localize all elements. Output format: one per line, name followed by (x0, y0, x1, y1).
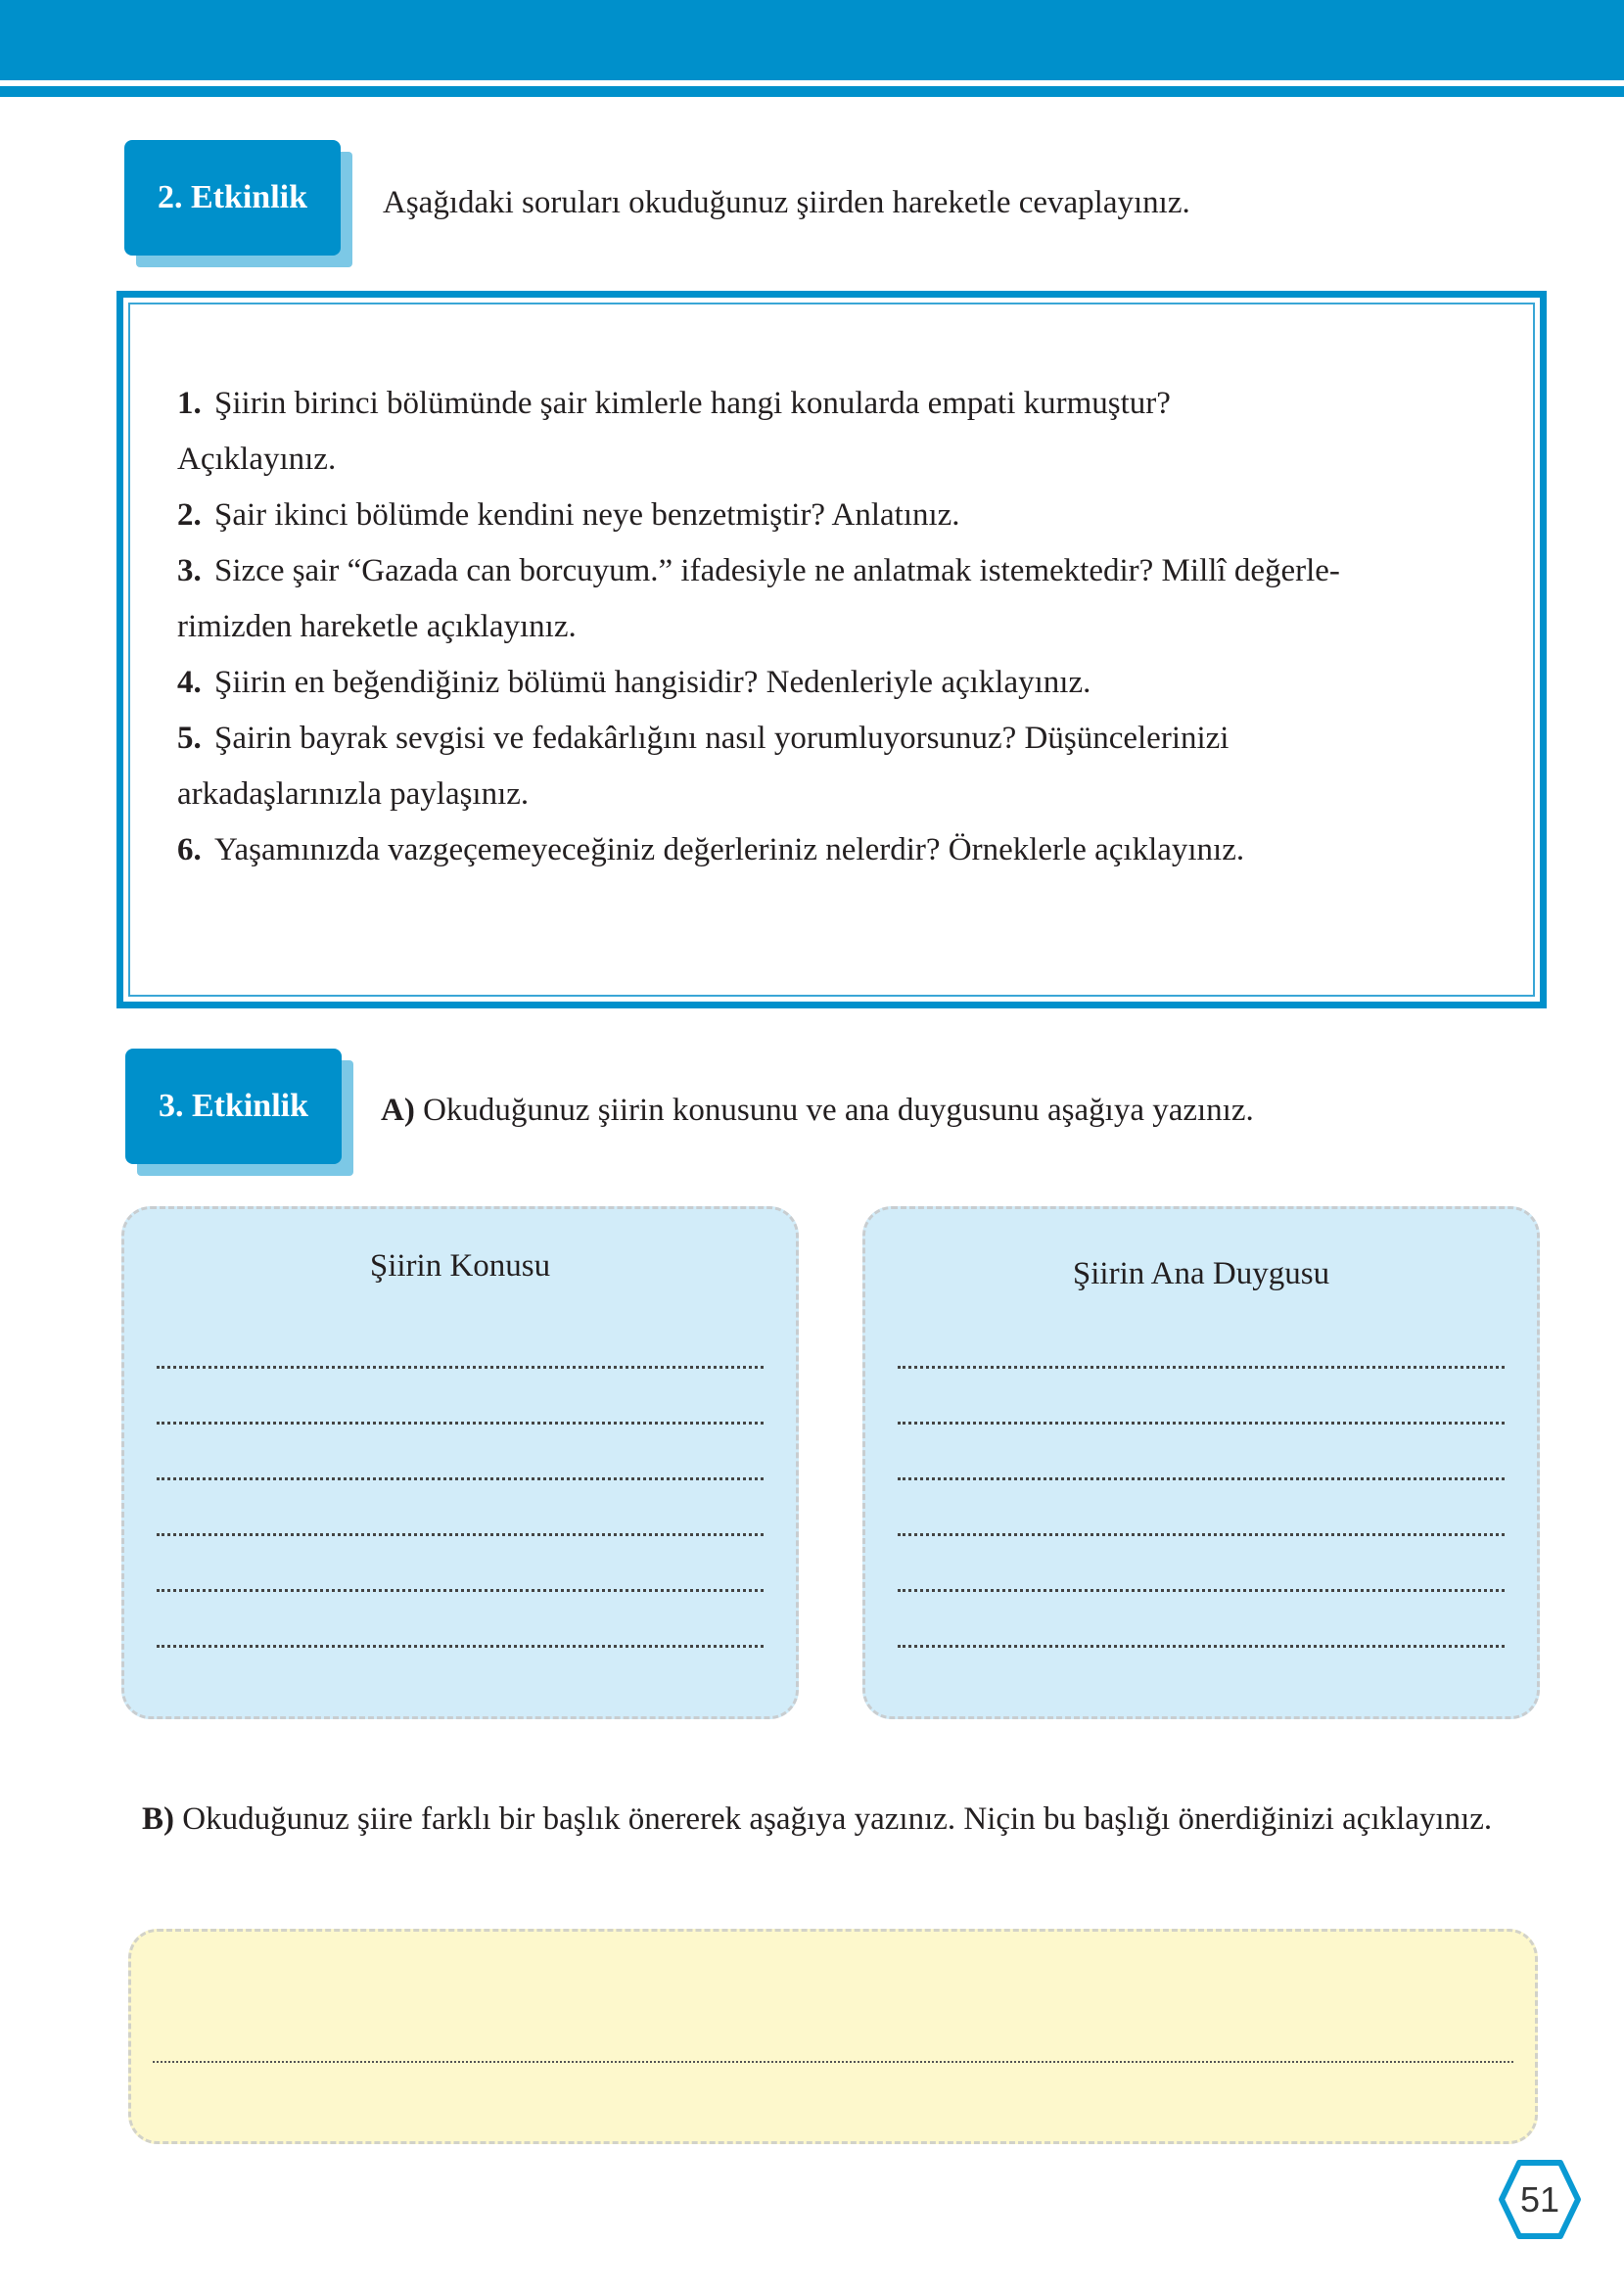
answer-line[interactable] (153, 2061, 1513, 2063)
answer-line[interactable] (157, 1366, 764, 1369)
question-number: 3. (177, 553, 202, 588)
question-item (177, 711, 1508, 767)
main-emotion-card[interactable] (862, 1206, 1540, 1719)
activity-3b-instruction (142, 1798, 1532, 1841)
question-text: Açıklayınız. (177, 442, 337, 477)
activity-3-badge-label: 3. Etkinlik (125, 1049, 342, 1164)
answer-line[interactable] (157, 1422, 764, 1425)
question-item (177, 376, 1508, 432)
question-continuation (177, 767, 1508, 822)
activity-3a-instruction (381, 1093, 1254, 1129)
answer-line[interactable] (157, 1533, 764, 1536)
question-item (177, 488, 1508, 543)
part-a-text: Okuduğunuz şiirin konusunu ve ana duygusunu aşağıya yazınız. (423, 1093, 1254, 1128)
answer-line[interactable] (898, 1366, 1505, 1369)
question-number: 5. (177, 721, 202, 756)
part-b-text: Okuduğunuz şiire farklı bir başlık önererek aşağıya yazınız. Niçin bu başlığı önerdiğinizi açıklayınız. (182, 1801, 1493, 1837)
question-continuation (177, 599, 1508, 655)
activity-2-badge (124, 140, 341, 256)
question-text: Şairin bayrak sevgisi ve fedakârlığını nasıl yorumluyorsunuz? Düşüncelerinizi (214, 721, 1230, 756)
question-item (177, 655, 1508, 711)
question-item (177, 822, 1508, 878)
answer-line[interactable] (898, 1589, 1505, 1592)
question-number: 2. (177, 497, 202, 533)
question-number: 6. (177, 832, 202, 867)
part-a-label: A) (381, 1093, 415, 1128)
question-text: Şiirin en beğendiğiniz bölümü hangisidir? Nedenleriyle açıklayınız. (214, 665, 1091, 700)
topic-card-title: Şiirin Konusu (369, 1248, 551, 1284)
answer-line[interactable] (157, 1645, 764, 1648)
question-text: rimizden hareketle açıklayınız. (177, 609, 577, 644)
question-text: Şair ikinci bölümde kendini neye benzetmiştir? Anlatınız. (214, 497, 960, 533)
activity-2-instruction: Aşağıdaki soruları okuduğunuz şiirden hareketle cevaplayınız. (383, 185, 1190, 220)
question-continuation (177, 432, 1508, 488)
question-text: Şiirin birinci bölümünde şair kimlerle hangi konularda empati kurmuştur? (214, 386, 1171, 421)
answer-line[interactable] (898, 1477, 1505, 1480)
question-text: Yaşamınızda vazgeçemeyeceğiniz değerleriniz nelerdir? Örneklerle açıklayınız. (214, 832, 1245, 867)
header-bar (0, 0, 1624, 80)
question-text: arkadaşlarınızla paylaşınız. (177, 776, 530, 812)
topic-card[interactable] (121, 1206, 799, 1719)
question-number: 4. (177, 665, 202, 700)
activity-3-badge (125, 1049, 342, 1164)
answer-line[interactable] (157, 1589, 764, 1592)
part-b-label: B) (142, 1801, 174, 1837)
main-emotion-card-title: Şiirin Ana Duygusu (1072, 1256, 1330, 1291)
question-number: 1. (177, 386, 202, 421)
answer-line[interactable] (898, 1645, 1505, 1648)
answer-line[interactable] (898, 1422, 1505, 1425)
question-item (177, 543, 1508, 599)
question-text: Sizce şair “Gazada can borcuyum.” ifadesiyle ne anlatmak istemektedir? Millî değerle- (214, 553, 1340, 588)
page-number: 51 (1519, 2178, 1560, 2220)
header-rule (0, 86, 1624, 97)
title-answer-box[interactable] (128, 1929, 1538, 2144)
activity-2-badge-label: 2. Etkinlik (124, 140, 341, 256)
answer-line[interactable] (157, 1477, 764, 1480)
answer-line[interactable] (898, 1533, 1505, 1536)
page-number-badge (1498, 2159, 1582, 2240)
